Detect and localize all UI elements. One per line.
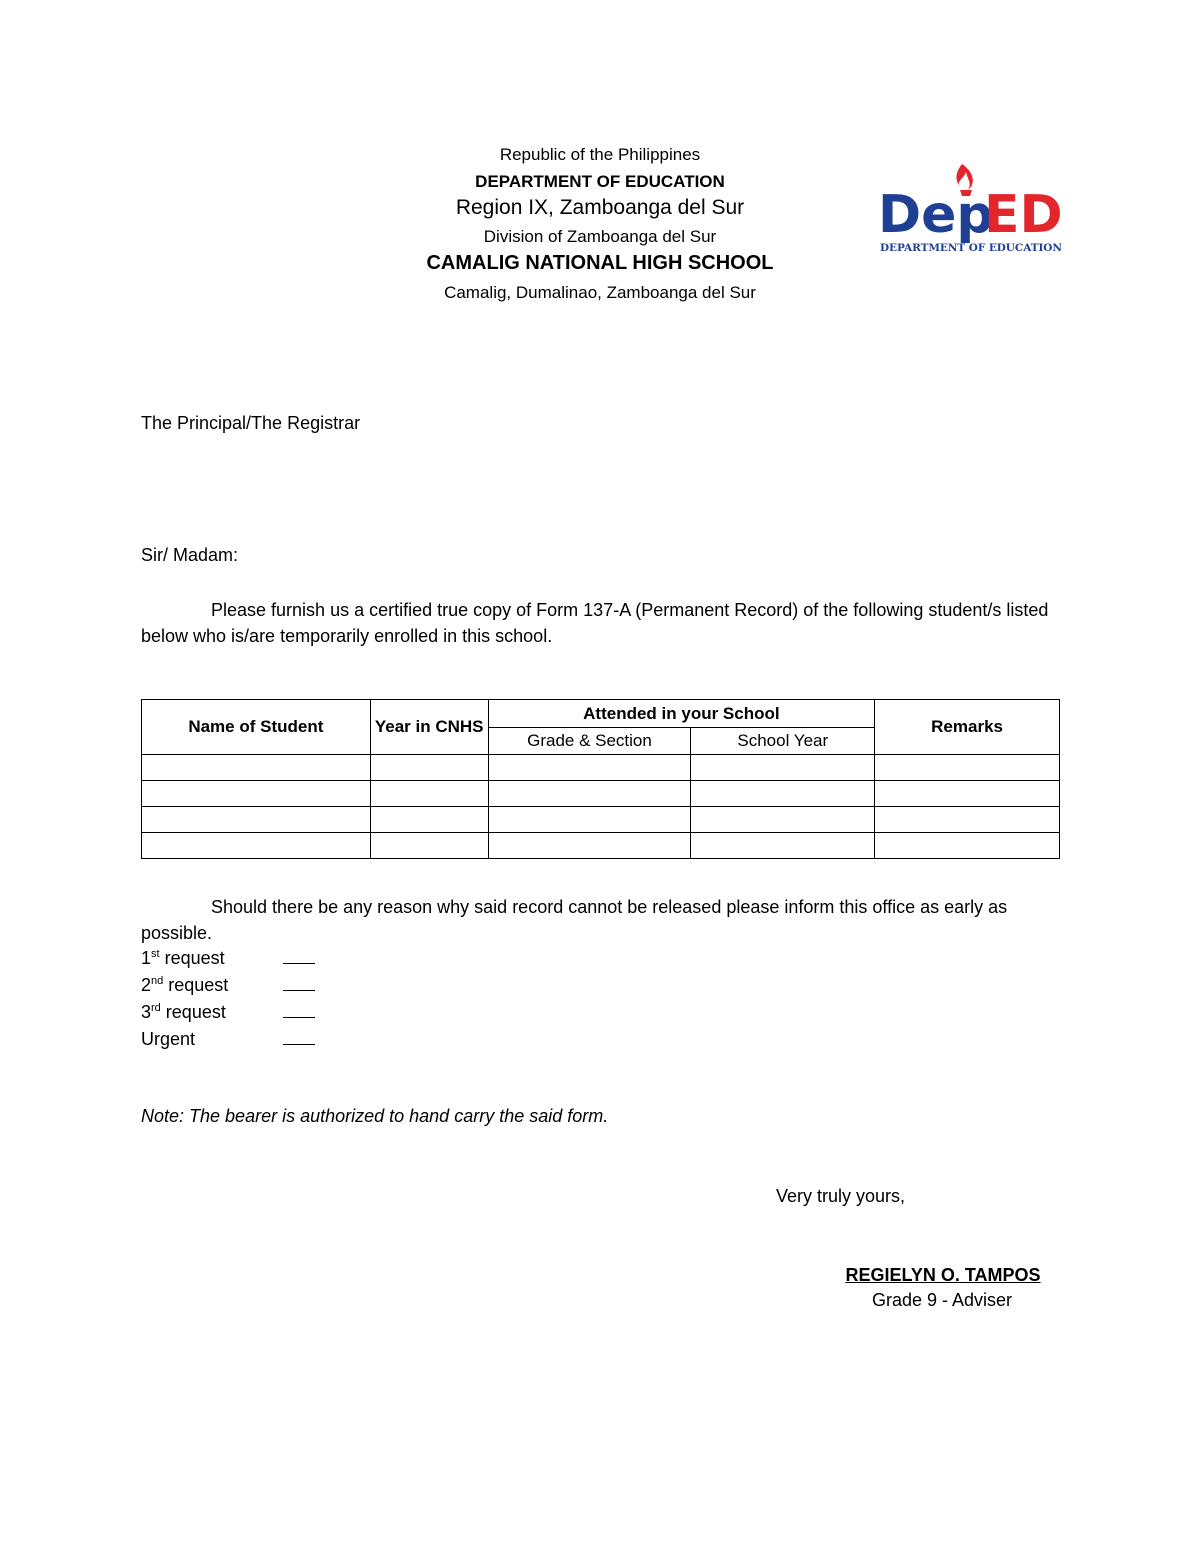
table-cell[interactable]	[875, 807, 1060, 833]
request-blank-line[interactable]	[283, 947, 315, 964]
table-cell[interactable]	[875, 755, 1060, 781]
table-cell[interactable]	[488, 781, 691, 807]
request-number: Urgent	[141, 1029, 196, 1049]
column-header-name: Name of Student	[142, 700, 371, 755]
table-row	[142, 781, 1060, 807]
table-cell[interactable]	[142, 781, 371, 807]
closing-phrase: Very truly yours,	[776, 1186, 906, 1206]
header-school-address: Camalig, Dumalinao, Zamboanga del Sur	[444, 283, 756, 302]
table-cell[interactable]	[370, 755, 488, 781]
header-region: Region IX, Zamboanga del Sur	[455, 196, 745, 219]
logo-wordmark-dep: Dep	[878, 185, 994, 245]
table-cell[interactable]	[142, 833, 371, 859]
signer-title: Grade 9 - Adviser	[871, 1290, 1013, 1310]
table-cell[interactable]	[691, 833, 875, 859]
student-records-table	[141, 699, 1060, 859]
request-blank-line[interactable]	[283, 974, 315, 991]
release-paragraph	[141, 894, 1061, 946]
request-ordinal: st	[151, 948, 160, 960]
table-cell[interactable]	[142, 755, 371, 781]
logo-tagline: DEPARTMENT OF EDUCATION	[880, 242, 1062, 254]
header-school-name: CAMALIG NATIONAL HIGH SCHOOL	[426, 252, 774, 274]
request-item-urgent	[141, 1028, 315, 1054]
request-blank-line[interactable]	[283, 1028, 315, 1045]
column-header-attended: Attended in your School	[488, 700, 875, 728]
table-cell[interactable]	[370, 781, 488, 807]
request-item-2	[141, 974, 315, 1000]
request-paragraph-text: Please furnish us a certified true copy of Form 137-A (Permanent Record) of the following student/s listed below who is/are temporarily enrolled in this school.	[141, 600, 1049, 646]
column-header-year: Year in CNHS	[370, 700, 488, 755]
column-header-grade-section: Grade & Section	[488, 728, 691, 755]
signer-name: REGIELYN O. TAMPOS	[845, 1265, 1041, 1285]
bearer-note: Note: The bearer is authorized to hand carry the said form.	[141, 1106, 609, 1126]
column-header-remarks: Remarks	[875, 700, 1060, 755]
request-number: 3	[141, 1002, 152, 1022]
table-row	[142, 755, 1060, 781]
logo-wordmark-ed: ED	[984, 185, 1063, 245]
table-cell[interactable]	[488, 807, 691, 833]
request-blank-line[interactable]	[283, 1001, 315, 1018]
request-item-3	[141, 1001, 315, 1027]
header-department: DEPARTMENT OF EDUCATION	[475, 172, 725, 191]
table-row	[142, 807, 1060, 833]
request-item-1	[141, 947, 315, 973]
table-cell[interactable]	[370, 807, 488, 833]
table-cell[interactable]	[691, 807, 875, 833]
table-cell[interactable]	[488, 833, 691, 859]
table-cell[interactable]	[875, 833, 1060, 859]
column-header-school-year: School Year	[691, 728, 875, 755]
table-cell[interactable]	[488, 755, 691, 781]
request-label: request	[163, 975, 229, 995]
table-cell[interactable]	[370, 833, 488, 859]
table-cell[interactable]	[691, 755, 875, 781]
request-label: request	[159, 948, 225, 968]
request-ordinal: nd	[151, 975, 164, 987]
deped-logo	[876, 160, 1068, 260]
header-division: Division of Zamboanga del Sur	[483, 227, 717, 246]
table-cell[interactable]	[691, 781, 875, 807]
request-ordinal: rd	[151, 1002, 161, 1014]
release-paragraph-text: Should there be any reason why said record cannot be released please inform this office as early as possible.	[141, 897, 1008, 943]
request-label: request	[160, 1002, 226, 1022]
salutation: Sir/ Madam:	[141, 545, 239, 565]
table-cell[interactable]	[875, 781, 1060, 807]
header-republic: Republic of the Philippines	[499, 145, 701, 164]
request-number: 1	[141, 948, 152, 968]
table-cell[interactable]	[142, 807, 371, 833]
addressee: The Principal/The Registrar	[141, 413, 361, 433]
request-number: 2	[141, 975, 152, 995]
table-row	[142, 833, 1060, 859]
request-paragraph	[141, 597, 1061, 649]
